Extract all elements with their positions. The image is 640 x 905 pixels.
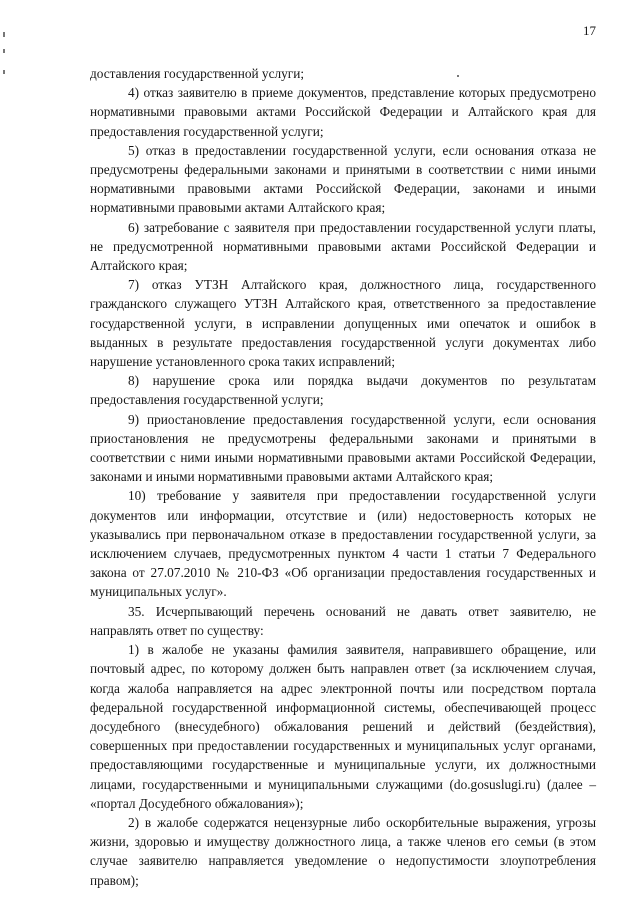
paragraph-continuation: доставления государственной услуги; [90,66,305,81]
scan-artifact [3,70,5,74]
document-body [90,64,596,890]
paragraph-item-5: 5) отказ в предоставлении государственной услуги, если основания отказа не предусмотрены федеральными законами и принятыми в соответствии с ними иными нормативными правовыми актами Российской Федерации, законами и иными нормативными правовыми актами Алтайского края; [90,142,596,216]
paragraph-item-6: 6) затребование с заявителя при предоставлении государственной услуги платы, не предусмотренной нормативными правовыми актами Российской Федерации и Алтайского края; [90,219,596,274]
paragraph-item-9: 9) приостановление предоставления государственной услуги, если основания приостановления не предусмотрены федеральными законами и принятыми в соответствии с ними иными нормативными правовыми актами Российской Федерации, законами и иными нормативными правовыми актами Алтайского края; [90,411,596,485]
paragraph-item-4: 4) отказ заявителю в приеме документов, представление которых предусмотрено нормативными правовыми актами Российской Федерации и Алтайского края для предоставления государственной услуги; [90,85,596,139]
paragraph-item-10: 10) требование у заявителя при предоставлении государственной услуги документов или информации, отсутствие и (или) недостоверность которых не указывались при первоначальном отказе в предоставлении государственной услуги, за исключением случаев, предусмотренных пунктом 4 части 1 статьи 7 Федерального закона от 27.07.2010 № 210-ФЗ «Об организации предоставления государственных и муниципальных услуг». [90,488,596,600]
scan-artifact [3,49,5,53]
paragraph-section-35: 35. Исчерпывающий перечень оснований не давать ответ заявителю, не направлять ответ по существу: [90,603,596,638]
paragraph-item-8: 8) нарушение срока или порядка выдачи документов по результатам предоставления государственной услуги; [90,373,596,408]
scan-artifact [3,32,5,37]
paragraph-section-35-item-1: 1) в жалобе не указаны фамилия заявителя, направившего обращение, или почтовый адрес, по которому должен быть направлен ответ (за исключением случая, когда жалоба направляется на адрес электронной почты или посредством портала федеральной государственной информационной системы, обеспечивающей процесс досудебного (внесудебного) обжалования решений и действий (бездействия), совершенных при предоставлении государственных и муниципальных услуг органами, предоставляющими государственные и муниципальные услуги, их должностными лицами, государственными и муниципальными служащими (do.gosuslugi.ru) (далее – «портал Досудебного обжалования»); [90,642,596,811]
paragraph-item-7: 7) отказ УТЗН Алтайского края, должностного лица, государственного гражданского служащего УТЗН Алтайского края, ответственного за предоставление государственной услуги, в исправлении допущенных ими опечаток и ошибок в выданных в результате предоставления государственной услуги документах либо нарушение установленного срока таких исправлений; [90,277,596,370]
page-number: 17 [583,23,596,38]
scan-artifact [457,75,459,77]
paragraph-section-35-item-2: 2) в жалобе содержатся нецензурные либо оскорбительные выражения, угрозы жизни, здоровью и имуществу должностного лица, а также членов его семьи (в этом случае заявителю направляется уведомление о недопустимости злоупотребления правом); [90,814,596,888]
